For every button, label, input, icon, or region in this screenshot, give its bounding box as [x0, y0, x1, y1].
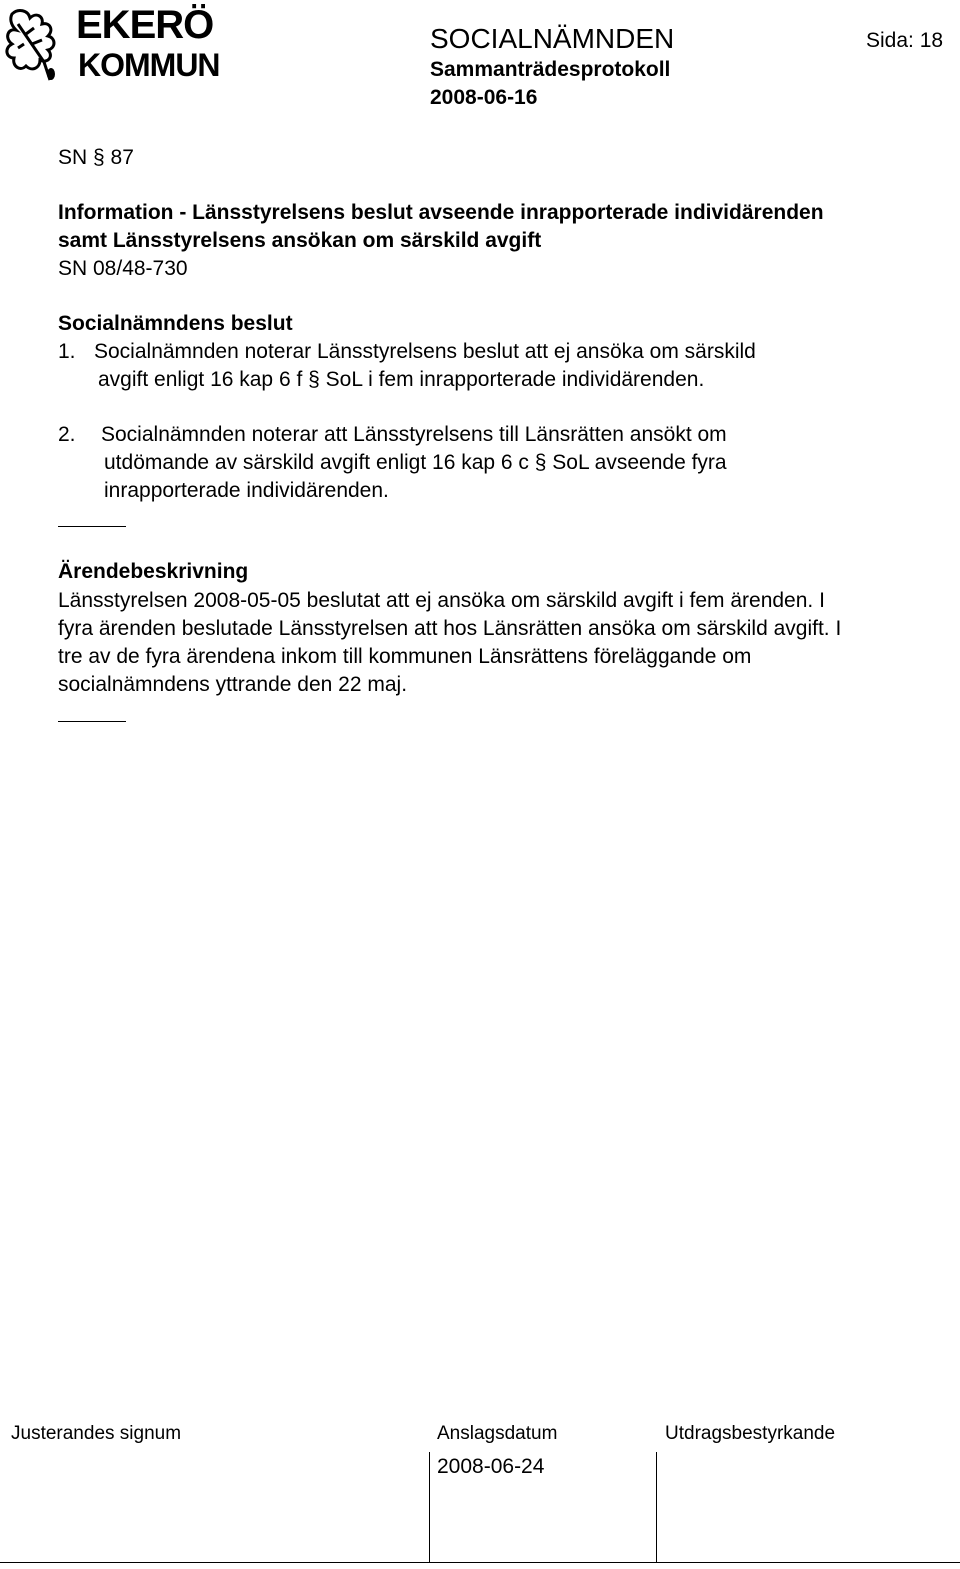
- posting-date: 2008-06-24: [437, 1455, 545, 1478]
- decision-heading: Socialnämndens beslut: [58, 312, 293, 335]
- section-divider: [58, 526, 126, 527]
- meeting-date: 2008-06-16: [430, 86, 538, 109]
- page-number: Sida: 18: [866, 29, 944, 52]
- decision-item-2-line2: utdömande av särskild avgift enligt 16 kap 6 c § SoL avseende fyra: [104, 451, 727, 474]
- decision-item-2-number: 2.: [58, 423, 76, 446]
- description-line: socialnämndens yttrande den 22 maj.: [58, 673, 408, 696]
- section-title-line2: samt Länsstyrelsens ansökan om särskild avgift: [58, 229, 542, 252]
- posting-date-label: Anslagsdatum: [437, 1423, 558, 1444]
- logo-text-line2: KOMMUN: [78, 47, 220, 83]
- decision-item-2-line1: Socialnämnden noterar att Länsstyrelsens till Länsrätten ansökt om: [101, 423, 727, 446]
- description-line: tre av de fyra ärendena inkom till kommunen Länsrättens föreläggande om: [58, 645, 752, 668]
- description-line: fyra ärenden beslutade Länsstyrelsen att hos Länsrätten ansöka om särskild avgift. I: [58, 617, 842, 640]
- section-title-line1: Information - Länsstyrelsens beslut avseende inrapporterade individärenden: [58, 201, 824, 224]
- signature-label: Justerandes signum: [11, 1423, 182, 1444]
- footer-divider-left: [429, 1452, 430, 1562]
- decision-item-1-line1: Socialnämnden noterar Länsstyrelsens beslut att ej ansöka om särskild: [94, 340, 756, 363]
- department-name: SOCIALNÄMNDEN: [430, 23, 675, 54]
- footer-divider-right: [656, 1452, 657, 1562]
- decision-item-1-line2: avgift enligt 16 kap 6 f § SoL i fem inrapporterade individärenden.: [98, 368, 705, 391]
- decision-item-2-line3: inrapporterade individärenden.: [104, 479, 389, 502]
- description-heading: Ärendebeskrivning: [58, 560, 249, 583]
- footer-bottom-rule: [0, 1562, 960, 1563]
- protocol-type: Sammanträdesprotokoll: [430, 58, 671, 81]
- decision-item-1-number: 1.: [58, 340, 76, 363]
- case-number: SN 08/48-730: [58, 257, 188, 280]
- section-divider: [58, 721, 126, 722]
- section-id: SN § 87: [58, 146, 134, 169]
- municipality-logo: [4, 4, 234, 86]
- extract-certification-label: Utdragsbestyrkande: [665, 1423, 836, 1444]
- description-line: Länsstyrelsen 2008-05-05 beslutat att ej ansöka om särskild avgift i fem ärenden. I: [58, 589, 825, 612]
- logo-text-line1: EKERÖ: [76, 3, 214, 47]
